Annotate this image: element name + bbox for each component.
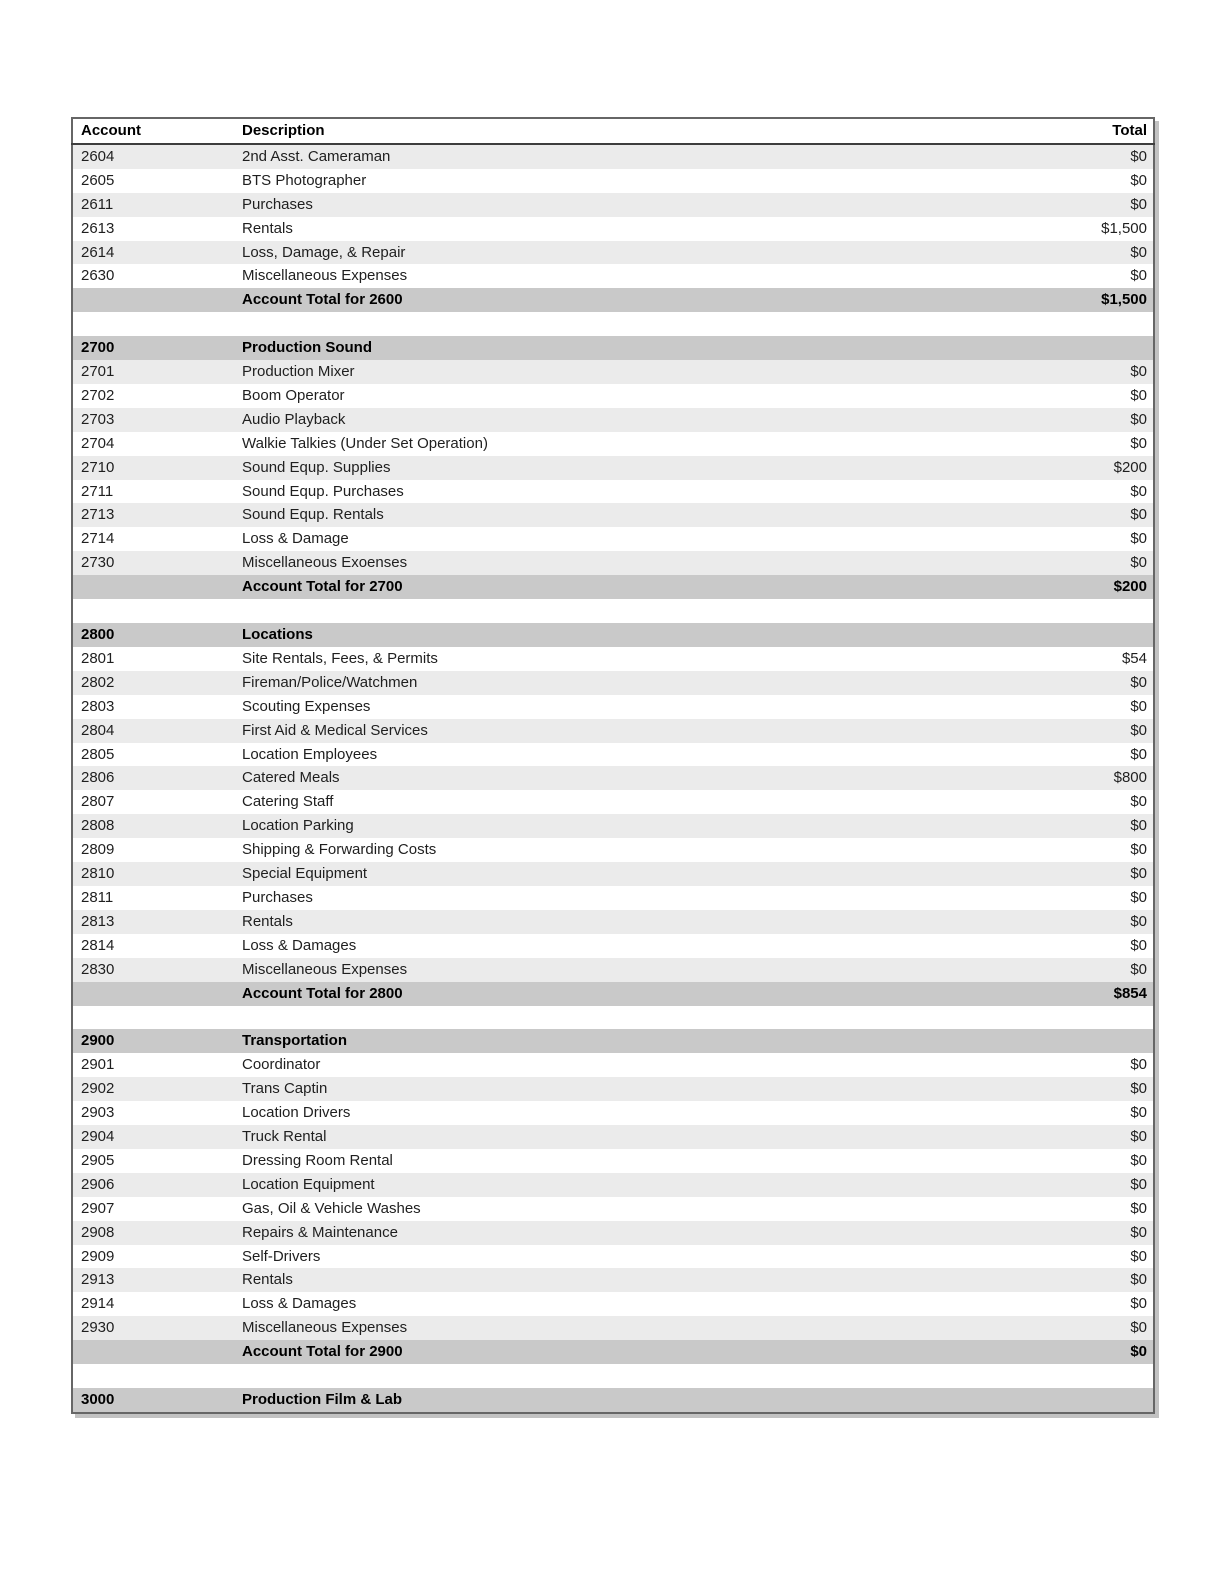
total-cell: $0 — [954, 503, 1154, 527]
description-cell: Location Drivers — [242, 1101, 954, 1125]
total-cell: $0 — [954, 743, 1154, 767]
description-cell: Purchases — [242, 886, 954, 910]
account-total-row — [72, 575, 1154, 599]
total-cell: $0 — [954, 1245, 1154, 1269]
account-cell: 2908 — [72, 1221, 242, 1245]
total-cell: $0 — [954, 838, 1154, 862]
description-cell: Self-Drivers — [242, 1245, 954, 1269]
total-cell: $0 — [954, 408, 1154, 432]
spacer-cell — [72, 599, 1154, 623]
total-cell: $0 — [954, 1292, 1154, 1316]
account-cell: 2809 — [72, 838, 242, 862]
account-cell: 2800 — [72, 623, 242, 647]
table-row — [72, 480, 1154, 504]
total-cell: $0 — [954, 432, 1154, 456]
total-cell: $0 — [954, 1197, 1154, 1221]
account-cell: 2700 — [72, 336, 242, 360]
total-cell: $54 — [954, 647, 1154, 671]
table-row — [72, 360, 1154, 384]
total-cell: $0 — [954, 384, 1154, 408]
description-cell: Loss & Damages — [242, 934, 954, 958]
total-cell: $0 — [954, 1340, 1154, 1364]
total-cell: $0 — [954, 551, 1154, 575]
table-row — [72, 1197, 1154, 1221]
section-header-row — [72, 1029, 1154, 1053]
account-cell: 2713 — [72, 503, 242, 527]
account-cell: 3000 — [72, 1388, 242, 1413]
budget-table-body — [72, 144, 1154, 1413]
description-cell: Fireman/Police/Watchmen — [242, 671, 954, 695]
total-cell: $0 — [954, 527, 1154, 551]
account-cell: 2909 — [72, 1245, 242, 1269]
account-cell: 2604 — [72, 144, 242, 169]
account-cell: 2806 — [72, 766, 242, 790]
account-cell: 2701 — [72, 360, 242, 384]
total-cell: $0 — [954, 790, 1154, 814]
description-cell: Account Total for 2800 — [242, 982, 954, 1006]
total-cell: $0 — [954, 169, 1154, 193]
description-cell: Miscellaneous Expenses — [242, 1316, 954, 1340]
description-cell: Loss & Damages — [242, 1292, 954, 1316]
section-header-row — [72, 1388, 1154, 1413]
total-cell: $0 — [954, 1149, 1154, 1173]
account-cell: 2902 — [72, 1077, 242, 1101]
account-cell: 2702 — [72, 384, 242, 408]
total-cell: $0 — [954, 241, 1154, 265]
description-cell: Sound Equp. Purchases — [242, 480, 954, 504]
description-cell: Miscellaneous Expenses — [242, 264, 954, 288]
table-row — [72, 432, 1154, 456]
account-cell: 2614 — [72, 241, 242, 265]
budget-table — [71, 117, 1155, 1414]
total-cell: $0 — [954, 144, 1154, 169]
account-cell: 2913 — [72, 1268, 242, 1292]
description-cell: BTS Photographer — [242, 169, 954, 193]
table-row — [72, 743, 1154, 767]
description-cell: Location Equipment — [242, 1173, 954, 1197]
description-cell: Location Parking — [242, 814, 954, 838]
spacer-cell — [72, 1364, 1154, 1388]
description-cell: Truck Rental — [242, 1125, 954, 1149]
description-cell: Locations — [242, 623, 954, 647]
table-row — [72, 647, 1154, 671]
total-cell: $0 — [954, 910, 1154, 934]
account-cell: 2803 — [72, 695, 242, 719]
description-column-header: Description — [242, 118, 954, 144]
account-cell: 2904 — [72, 1125, 242, 1149]
description-cell: Coordinator — [242, 1053, 954, 1077]
account-cell: 2804 — [72, 719, 242, 743]
total-cell: $0 — [954, 719, 1154, 743]
total-cell: $0 — [954, 814, 1154, 838]
table-row — [72, 144, 1154, 169]
description-cell: Rentals — [242, 910, 954, 934]
account-total-row — [72, 982, 1154, 1006]
description-cell: Account Total for 2600 — [242, 288, 954, 312]
table-row — [72, 838, 1154, 862]
account-cell: 2801 — [72, 647, 242, 671]
table-row — [72, 814, 1154, 838]
table-row — [72, 766, 1154, 790]
total-cell: $1,500 — [954, 288, 1154, 312]
table-row — [72, 1268, 1154, 1292]
table-row — [72, 456, 1154, 480]
description-cell: Sound Equp. Supplies — [242, 456, 954, 480]
table-row — [72, 193, 1154, 217]
table-row — [72, 1077, 1154, 1101]
account-cell — [72, 288, 242, 312]
account-cell: 2730 — [72, 551, 242, 575]
description-cell: 2nd Asst. Cameraman — [242, 144, 954, 169]
table-row — [72, 910, 1154, 934]
table-row — [72, 1125, 1154, 1149]
table-row — [72, 790, 1154, 814]
total-cell: $0 — [954, 862, 1154, 886]
table-row — [72, 695, 1154, 719]
description-cell: Repairs & Maintenance — [242, 1221, 954, 1245]
total-cell: $0 — [954, 958, 1154, 982]
total-cell — [954, 1388, 1154, 1413]
description-cell: Loss, Damage, & Repair — [242, 241, 954, 265]
section-header-row — [72, 623, 1154, 647]
total-cell: $0 — [954, 1053, 1154, 1077]
total-column-header: Total — [954, 118, 1154, 144]
description-cell: Account Total for 2900 — [242, 1340, 954, 1364]
total-cell: $0 — [954, 1316, 1154, 1340]
total-cell: $0 — [954, 1125, 1154, 1149]
total-cell: $800 — [954, 766, 1154, 790]
spacer-cell — [72, 312, 1154, 336]
total-cell: $1,500 — [954, 217, 1154, 241]
total-cell: $0 — [954, 934, 1154, 958]
description-cell: Special Equipment — [242, 862, 954, 886]
description-cell: Gas, Oil & Vehicle Washes — [242, 1197, 954, 1221]
table-row — [72, 1292, 1154, 1316]
account-cell: 2811 — [72, 886, 242, 910]
description-cell: Production Mixer — [242, 360, 954, 384]
table-row — [72, 408, 1154, 432]
total-cell: $0 — [954, 480, 1154, 504]
total-cell: $854 — [954, 982, 1154, 1006]
account-cell: 2830 — [72, 958, 242, 982]
table-header — [72, 118, 1154, 144]
table-row — [72, 551, 1154, 575]
spacer-cell — [72, 1006, 1154, 1030]
description-cell: Miscellaneous Expenses — [242, 958, 954, 982]
description-cell: Scouting Expenses — [242, 695, 954, 719]
table-row — [72, 1173, 1154, 1197]
total-cell: $0 — [954, 193, 1154, 217]
total-cell: $0 — [954, 360, 1154, 384]
description-cell: Dressing Room Rental — [242, 1149, 954, 1173]
account-cell: 2901 — [72, 1053, 242, 1077]
description-cell: Miscellaneous Exoenses — [242, 551, 954, 575]
account-cell: 2710 — [72, 456, 242, 480]
account-cell: 2630 — [72, 264, 242, 288]
description-cell: Boom Operator — [242, 384, 954, 408]
table-row — [72, 1245, 1154, 1269]
description-cell: Rentals — [242, 217, 954, 241]
table-row — [72, 1101, 1154, 1125]
account-cell: 2805 — [72, 743, 242, 767]
total-cell: $0 — [954, 671, 1154, 695]
account-total-row — [72, 1340, 1154, 1364]
account-cell: 2813 — [72, 910, 242, 934]
budget-sheet — [71, 117, 1155, 1414]
description-cell: Rentals — [242, 1268, 954, 1292]
total-cell: $0 — [954, 695, 1154, 719]
description-cell: Catered Meals — [242, 766, 954, 790]
total-cell: $0 — [954, 1101, 1154, 1125]
account-cell — [72, 982, 242, 1006]
table-row — [72, 241, 1154, 265]
total-cell: $200 — [954, 575, 1154, 599]
description-cell: Loss & Damage — [242, 527, 954, 551]
table-row — [72, 503, 1154, 527]
account-cell: 2611 — [72, 193, 242, 217]
account-cell: 2711 — [72, 480, 242, 504]
account-cell: 2807 — [72, 790, 242, 814]
total-cell: $0 — [954, 886, 1154, 910]
table-row — [72, 958, 1154, 982]
total-cell: $0 — [954, 1221, 1154, 1245]
account-cell: 2905 — [72, 1149, 242, 1173]
account-column-header: Account — [72, 118, 242, 144]
total-cell: $0 — [954, 1077, 1154, 1101]
account-cell: 2810 — [72, 862, 242, 886]
table-row — [72, 719, 1154, 743]
table-row — [72, 934, 1154, 958]
table-row — [72, 1053, 1154, 1077]
description-cell: Transportation — [242, 1029, 954, 1053]
description-cell: Production Film & Lab — [242, 1388, 954, 1413]
table-row — [72, 264, 1154, 288]
account-cell: 2802 — [72, 671, 242, 695]
description-cell: Catering Staff — [242, 790, 954, 814]
account-cell: 2814 — [72, 934, 242, 958]
table-row — [72, 1149, 1154, 1173]
total-cell — [954, 1029, 1154, 1053]
description-cell: Walkie Talkies (Under Set Operation) — [242, 432, 954, 456]
total-cell — [954, 623, 1154, 647]
column-header-row — [72, 118, 1154, 144]
description-cell: Audio Playback — [242, 408, 954, 432]
section-header-row — [72, 336, 1154, 360]
total-cell: $0 — [954, 1268, 1154, 1292]
account-cell: 2906 — [72, 1173, 242, 1197]
spacer-row — [72, 599, 1154, 623]
description-cell: Account Total for 2700 — [242, 575, 954, 599]
table-row — [72, 862, 1154, 886]
account-cell: 2808 — [72, 814, 242, 838]
description-cell: Shipping & Forwarding Costs — [242, 838, 954, 862]
table-row — [72, 1316, 1154, 1340]
table-row — [72, 169, 1154, 193]
table-row — [72, 527, 1154, 551]
total-cell: $200 — [954, 456, 1154, 480]
account-cell: 2907 — [72, 1197, 242, 1221]
spacer-row — [72, 1006, 1154, 1030]
account-total-row — [72, 288, 1154, 312]
total-cell — [954, 336, 1154, 360]
description-cell: First Aid & Medical Services — [242, 719, 954, 743]
account-cell: 2714 — [72, 527, 242, 551]
account-cell: 2613 — [72, 217, 242, 241]
table-row — [72, 217, 1154, 241]
account-cell: 2703 — [72, 408, 242, 432]
description-cell: Sound Equp. Rentals — [242, 503, 954, 527]
account-cell — [72, 575, 242, 599]
account-cell — [72, 1340, 242, 1364]
account-cell: 2914 — [72, 1292, 242, 1316]
table-row — [72, 671, 1154, 695]
total-cell: $0 — [954, 1173, 1154, 1197]
account-cell: 2704 — [72, 432, 242, 456]
account-cell: 2605 — [72, 169, 242, 193]
description-cell: Location Employees — [242, 743, 954, 767]
description-cell: Site Rentals, Fees, & Permits — [242, 647, 954, 671]
table-row — [72, 886, 1154, 910]
description-cell: Trans Captin — [242, 1077, 954, 1101]
total-cell: $0 — [954, 264, 1154, 288]
spacer-row — [72, 312, 1154, 336]
account-cell: 2930 — [72, 1316, 242, 1340]
description-cell: Purchases — [242, 193, 954, 217]
account-cell: 2903 — [72, 1101, 242, 1125]
table-row — [72, 1221, 1154, 1245]
account-cell: 2900 — [72, 1029, 242, 1053]
table-row — [72, 384, 1154, 408]
spacer-row — [72, 1364, 1154, 1388]
description-cell: Production Sound — [242, 336, 954, 360]
